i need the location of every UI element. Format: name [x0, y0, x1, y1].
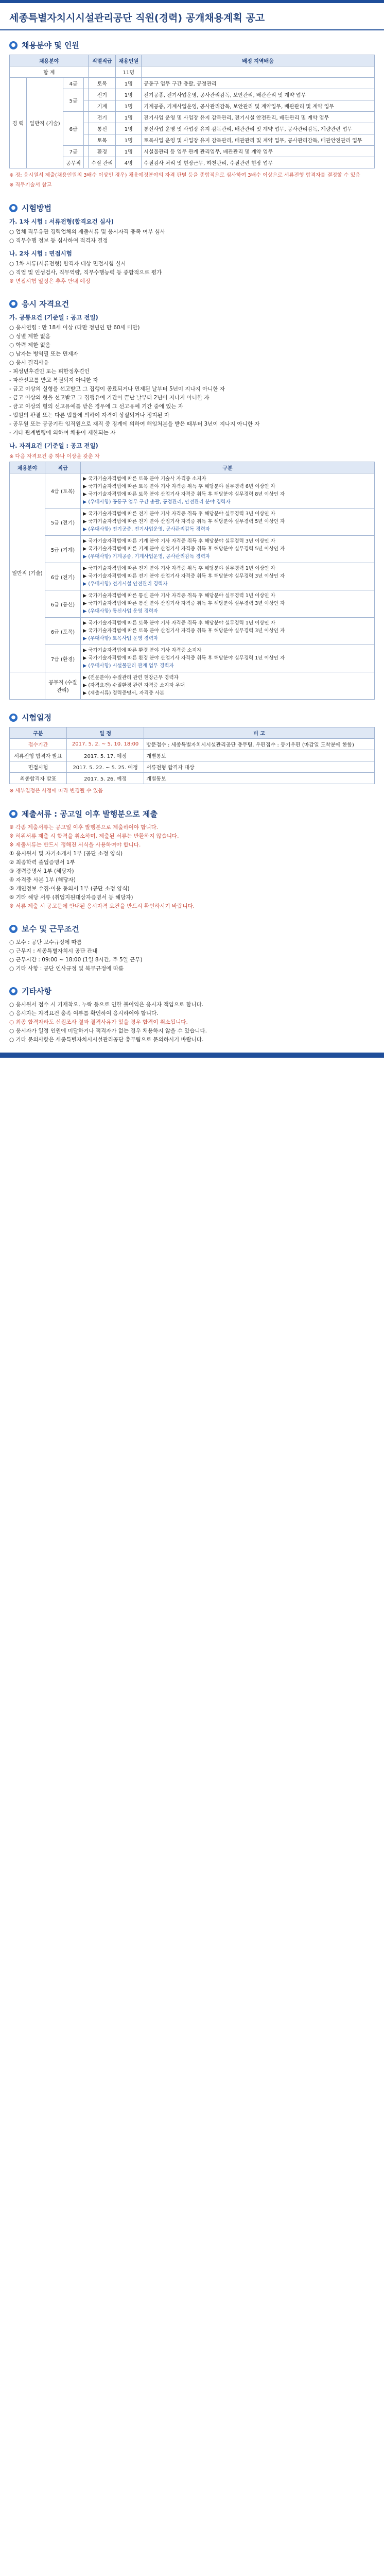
text-line: ○ 응시자는 자격요건 충족 여부를 확인하여 응시하여야 합니다.: [9, 1010, 159, 1016]
count-cell: 1명: [116, 89, 142, 100]
text-line: ○ 직무수행 정보 등 심사하여 적격자 결정: [9, 238, 108, 244]
count-cell: 1명: [116, 78, 142, 89]
requirement-line: ▶ 국가기술자격법에 따른 기계 분야 산업기사 자격증 취득 후 해당분야 실무경력 5년 이상인 자: [83, 546, 285, 552]
sub-heading: 나. 2차 시험 : 면접시험: [9, 250, 72, 257]
subgroup-label: 일반직 (기술): [26, 78, 63, 168]
text-line: - 법원의 판결 또는 다른 법률에 의하여 자격이 상실되거나 정지된 자: [9, 412, 170, 418]
desc-cell: 공동구 업무 구간 총괄, 공정관리: [142, 78, 375, 89]
bullet-icon: ●: [9, 300, 18, 308]
count-cell: 1명: [116, 123, 142, 134]
section-header: [9, 986, 375, 996]
text-line: ※ 서류 제출 시 공고문에 안내된 응시자격 요건을 반드시 확인하시기 바랍니다.: [9, 903, 195, 909]
grade-cell: 5급: [63, 89, 84, 112]
text-line: ○ 응시연령 : 만 18세 이상 (다만 정년인 만 60세 미만): [9, 325, 140, 331]
requirement-cell: [81, 473, 375, 509]
schedule-date: 2017. 5. 22. ~ 5. 25. 예정: [67, 761, 144, 773]
section-documents: [0, 799, 384, 914]
text-line: ○ 응시원서 접수 시 기재착오, 누락 등으로 인한 불이익은 응시자 책임으로 합니다.: [9, 1002, 204, 1008]
grade-cell: 5급 (전기): [45, 509, 81, 536]
group-label: 경 력: [10, 78, 27, 168]
count-cell: 1명: [116, 146, 142, 157]
requirement-line: ▶ (우대사항) 토목사업 운영 경력자: [83, 636, 159, 641]
desc-cell: 시설물관리 등 업무 관계 관리업무, 배관관리 및 계약 업무: [142, 146, 375, 157]
section-title: 기타사항: [22, 987, 51, 996]
field-cell: 토목: [89, 78, 116, 89]
field-cell: 수질 관리: [89, 157, 116, 168]
requirement-line: ▶ (제출서류) 경력증명서, 자격증 사본: [83, 690, 165, 696]
text-line: ○ 기타 사항 : 공단 인사규정 및 복무규정에 따름: [9, 965, 124, 972]
text-line: - 기타 관계법령에 의하여 채용이 제한되는 자: [9, 430, 116, 436]
section-qualifications: [0, 289, 384, 703]
text-line: ○ 근무시간 : 09:00 ~ 18:00 (1일 8시간, 주 5일 근무): [9, 957, 143, 963]
text-line: - 금고 이상의 형을 선고받고 그 집행유예 기간이 끝난 날부터 2년이 지나지 아니한 자: [9, 395, 210, 401]
requirement-cell: [81, 618, 375, 645]
grade-cell: 7급 (환경): [45, 645, 81, 672]
schedule-name: 서류전형 합격자 발표: [10, 750, 67, 761]
section-title: 응시 자격요건: [22, 299, 69, 309]
text-line: ○ 직업 및 인성검사, 직무역량, 직무수행능력 등 종합적으로 평가: [9, 269, 162, 276]
section-header: [9, 712, 375, 723]
desc-cell: 토목사업 운영 및 사업장 유지 감독관리, 배관관리 및 계약 업무, 공사관리감독, 배관안전관리 업무: [142, 134, 375, 146]
text-line: ※ 허위서류 제출 시 합격을 취소하며, 제출된 서류는 반환하지 않습니다.: [9, 833, 179, 839]
table-header: 채용분야: [10, 55, 89, 66]
bullet-icon: ●: [9, 810, 18, 818]
requirement-cell: [81, 536, 375, 563]
section-header: [9, 808, 375, 819]
schedule-note: 개별통보: [144, 773, 375, 784]
section-title: 제출서류 : 공고일 이후 발행분으로 제출: [22, 809, 158, 819]
note: ※ 직무기술서 참고: [9, 182, 52, 188]
text-line: ※ 각종 제출서류는 공고일 이후 발행분으로 제출하여야 합니다.: [9, 824, 159, 831]
requirement-line: ▶ (우대사항) 공동구 업무 구간 총괄, 공정관리, 안전관리 분야 경력자: [83, 499, 231, 505]
requirement-cell: [81, 509, 375, 536]
section-title: 보수 및 근무조건: [22, 924, 79, 934]
field-cell: 토목: [89, 134, 116, 146]
section-header: [9, 40, 375, 50]
section-title: 시험방법: [22, 204, 51, 213]
grade-cell: 7급: [63, 146, 84, 157]
field-cell: 전기: [89, 89, 116, 100]
requirement-line: ▶ (우대사항) 전기공종, 전기사업운영, 공사관리감독 경력자: [83, 527, 210, 532]
table-header: 구분: [10, 727, 67, 739]
grade-cell: 5급 (기계): [45, 536, 81, 563]
text-line: ○ 응시 결격사유: [9, 360, 49, 366]
requirement-line: ▶ 국가기술자격법에 따른 전기 분야 기사 자격증 취득 후 해당분야 실무경력 1년 이상인 자: [83, 566, 275, 571]
text-line: ○ 응시자가 일정 인원에 미달하거나 적격자가 없는 경우 채용하지 않을 수 있습니다.: [9, 1028, 207, 1034]
table-header: 직렬직급: [89, 55, 116, 66]
title-area: [0, 3, 384, 30]
schedule-note: 개별통보: [144, 750, 375, 761]
section-recruitment: [0, 30, 384, 193]
table-header: 직급: [45, 462, 81, 473]
section-title: 채용분야 및 인원: [22, 41, 79, 50]
group-label: 일반직 (기술): [10, 473, 45, 672]
section-header: [9, 202, 375, 213]
text-line: - 피성년후견인 또는 피한정후견인: [9, 368, 90, 375]
section-title: 시험일정: [22, 713, 51, 722]
grade-cell: 4급: [63, 78, 84, 89]
schedule-note: 서류전형 합격자 대상: [144, 761, 375, 773]
table-header: 구분: [81, 462, 375, 473]
requirement-cell: [81, 672, 375, 700]
requirement-line: ▶ 국가기술자격법에 따른 전기 분야 기사 자격증 취득 후 해당분야 실무경력 3년 이상인 자: [83, 511, 275, 517]
text-line: ○ 1차 서류(서류전형) 합격자 대상 면접시험 실시: [9, 261, 126, 267]
text-line: ② 최종학력 졸업증명서 1부: [9, 859, 75, 866]
requirement-line: ▶ 국가기술자격법에 따른 토목 분야 기사 자격증 취득 후 해당분야 실무경력 6년 이상인 자: [83, 484, 275, 489]
desc-cell: 전기공종, 전기사업운영, 공사관리감독, 보안관리, 배관관리 및 계약 업무: [142, 89, 375, 100]
schedule-name: 최종합격자 발표: [10, 773, 67, 784]
requirement-line: ▶ (우대사항) 기계공종, 기계사업운영, 공사관리감독 경력자: [83, 554, 210, 560]
count-cell: 1명: [116, 112, 142, 123]
grade-cell: 공무직: [63, 157, 84, 168]
desc-cell: 수질검사 처리 및 현장근무, 하천관리, 수질관련 현장 업무: [142, 157, 375, 168]
schedule-date: 2017. 5. 17. 예정: [67, 750, 144, 761]
section-etc: [0, 976, 384, 1047]
schedule-date: 2017. 5. 26. 예정: [67, 773, 144, 784]
text-line: - 금고 이상의 형의 선고유예를 받은 경우에 그 선고유예 기간 중에 있는 자: [9, 403, 183, 410]
requirement-line: ▶ 국가기술자격법에 따른 토목 분야 산업기사 자격증 취득 후 해당분야 실무경력 3년 이상인 자: [83, 628, 285, 634]
schedule-table: [9, 727, 375, 784]
count-cell: 1명: [116, 134, 142, 146]
requirement-line: ▶ 국가기술자격법에 따른 환경 분야 산업기사 자격증 취득 후 해당분야 실무경력 1년 이상인 자: [83, 655, 285, 661]
requirement-line: ▶ 국가기술자격법에 따른 토목 분야 산업기사 자격증 취득 후 해당분야 실무경력 8년 이상인 자: [83, 492, 285, 497]
field-cell: 통신: [89, 123, 116, 134]
requirement-cell: [81, 590, 375, 618]
requirement-line: ▶ (우대사항) 전기시설 안전관리 경력자: [83, 581, 168, 587]
text-line: ① 응시원서 및 자기소개서 1부 (공단 소정 양식): [9, 851, 123, 857]
field-cell: 전기: [89, 112, 116, 123]
requirement-line: ▶ 국가기술자격법에 따른 토목 분야 기술사 자격증 소지자: [83, 476, 206, 482]
note: ※ 정: 응시원서 제출(채용인원의 3배수 이상인 경우) 채용예정분야의 자격 판별 등을 종합적으로 심사하여 3배수 이상으로 서류전형 합격자를 결정할 수 있음: [9, 173, 360, 178]
text-line: ④ 자격증 사본 1부 (해당자): [9, 877, 76, 883]
grade-cell: 4급 (토목): [45, 473, 81, 509]
requirement-line: ▶ (전문분야) 수질관리 관련 현장근무 경력자: [83, 675, 179, 681]
desc-cell: 통신사업 운영 및 사업장 유지 감독관리, 배관관리 및 계약 업무, 공사관리감독, 계량관련 업무: [142, 123, 375, 134]
table-header: 채용인원: [116, 55, 142, 66]
schedule-date: 2017. 5. 2. ~ 5. 10. 18:00: [67, 739, 144, 750]
note: ※ 세부일정은 사정에 따라 변경될 수 있음: [9, 788, 103, 794]
table-header: 일 정: [67, 727, 144, 739]
schedule-name: 접수기간: [10, 739, 67, 750]
text-line: ○ 남자는 병역필 또는 면제자: [9, 351, 79, 357]
total-count: 11명: [116, 66, 142, 78]
grade-cell: 6급 (통신): [45, 590, 81, 618]
requirement-line: ▶ 국가기술자격법에 따른 통신 분야 산업기사 자격증 취득 후 해당분야 실무경력 3년 이상인 자: [83, 601, 285, 606]
requirement-line: ▶ (자격요건) 수질환경 관련 자격증 소지자 우대: [83, 683, 185, 688]
grade-cell: 공무직 (수질관리): [45, 672, 81, 700]
requirement-cell: [81, 645, 375, 672]
section-schedule: [0, 703, 384, 799]
requirement-line: ▶ 국가기술자격법에 따른 전기 분야 산업기사 자격증 취득 후 해당분야 실무경력 5년 이상인 자: [83, 519, 285, 524]
requirement-line: ▶ (우대사항) 통신사업 운영 경력자: [83, 608, 159, 614]
qualification-table: [9, 462, 375, 700]
section-exam-method: [0, 193, 384, 289]
bullet-icon: ●: [9, 204, 18, 212]
text-line: ※ 제출서류는 반드시 정해진 서식을 사용하여야 합니다.: [9, 842, 141, 848]
count-cell: 1명: [116, 100, 142, 112]
text-line: ○ 성별 제한 없음: [9, 333, 51, 340]
grade-cell: 6급: [63, 112, 84, 146]
bullet-icon: ●: [9, 714, 18, 722]
text-line: ⑤ 개인정보 수집·이용 동의서 1부 (공단 소정 양식): [9, 886, 130, 892]
requirement-line: ▶ 국가기술자격법에 따른 토목 분야 기사 자격증 취득 후 해당분야 실무경력 1년 이상인 자: [83, 620, 275, 626]
requirement-line: ▶ 국가기술자격법에 따른 통신 분야 기사 자격증 취득 후 해당분야 실무경력 1년 이상인 자: [83, 593, 275, 599]
field-cell: 기계: [89, 100, 116, 112]
total-label: 합 계: [10, 66, 89, 78]
field-cell: 환경: [89, 146, 116, 157]
schedule-note: 방문접수 : 세종특별자치시시설관리공단 총무팀, 우편접수 : 등기우편 (마감일 도착분에 한함): [144, 739, 375, 750]
bullet-icon: ●: [9, 987, 18, 995]
section-header: [9, 923, 375, 934]
text-line: ⑥ 기타 해당 서류 (취업지원대상자증명서 등 해당자): [9, 894, 133, 901]
text-line: ○ 학력 제한 없음: [9, 342, 51, 348]
page: [0, 0, 384, 1058]
text-line: ○ 보수 : 공단 보수규정에 따름: [9, 939, 82, 945]
requirement-line: ▶ 국가기술자격법에 따른 전기 분야 산업기사 자격증 취득 후 해당분야 실무경력 3년 이상인 자: [83, 573, 285, 579]
table-header: 비 고: [144, 727, 375, 739]
count-cell: 4명: [116, 157, 142, 168]
text-line: - 금고 이상의 실형을 선고받고 그 집행이 종료되거나 면제된 날부터 5년이 지나지 아니한 자: [9, 386, 225, 392]
text-line: - 파산선고를 받고 복권되지 아니한 자: [9, 377, 98, 383]
grade-cell: 6급 (전기): [45, 563, 81, 590]
sub-heading: 나. 자격요건 (기준일 : 공고 전일): [9, 442, 98, 449]
section-header: [9, 298, 375, 309]
desc-cell: 전기사업 운영 및 사업장 유지 감독관리, 전기시설 안전관리, 배관관리 및 계약 업무: [142, 112, 375, 123]
table-header: 채용분야: [10, 462, 45, 473]
text-line: - 공무원 또는 공공기관 임직원으로 재직 중 징계에 의하여 해임처분을 받은 때부터 3년이 지나지 아니한 자: [9, 421, 260, 427]
text-line: ○ 최종 합격자라도 신원조사 결과 결격사유가 있을 경우 합격이 취소됩니다.: [9, 1019, 188, 1025]
sub-heading: 가. 1차 시험 : 서류전형(합격요건 심사): [9, 218, 114, 225]
grade-cell: 6급 (토목): [45, 618, 81, 645]
bottom-bar: [0, 1053, 384, 1058]
text-line: ③ 경력증명서 1부 (해당자): [9, 868, 74, 874]
text-line: ○ 기타 문의사항은 세종특별자치시시설관리공단 총무팀으로 문의하시기 바랍니다.: [9, 1037, 204, 1043]
desc-cell: 기계공종, 기계사업운영, 공사관리감독, 보안관리 및 계약업무, 배관관리 및 계약 업무: [142, 100, 375, 112]
schedule-name: 면접시험: [10, 761, 67, 773]
text-line: ※ 면접시험 일정은 추후 안내 예정: [9, 278, 91, 284]
requirement-line: ▶ 국가기술자격법에 따른 환경 분야 기사 자격증 소지자: [83, 648, 202, 653]
requirement-line: ▶ (우대사항) 시설물관리 관계 업무 경력자: [83, 663, 174, 669]
bullet-icon: ●: [9, 41, 18, 49]
sub-heading: 가. 공통요건 (기준일 : 공고 전일): [9, 314, 98, 321]
table-header: 배정 지역배움: [142, 55, 375, 66]
text-line: ○ 업체 직무유관 경력업체의 제출서류 및 응시자격 충족 여부 심사: [9, 229, 165, 235]
section-pay: [0, 914, 384, 976]
recruitment-table: [9, 55, 375, 168]
requirement-cell: [81, 563, 375, 590]
bullet-icon: ●: [9, 925, 18, 933]
page-title: 세종특별자치시시설관리공단 직원(경력) 공개채용계획 공고: [9, 12, 265, 24]
note: ※ 다음 자격요건 중 하나 이상을 갖춘 자: [9, 454, 100, 460]
requirement-line: ▶ 국가기술자격법에 따른 기계 분야 기사 자격증 취득 후 해당분야 실무경력 3년 이상인 자: [83, 538, 275, 544]
text-line: ○ 근무지 : 세종특별자치시 공단 관내: [9, 948, 98, 954]
